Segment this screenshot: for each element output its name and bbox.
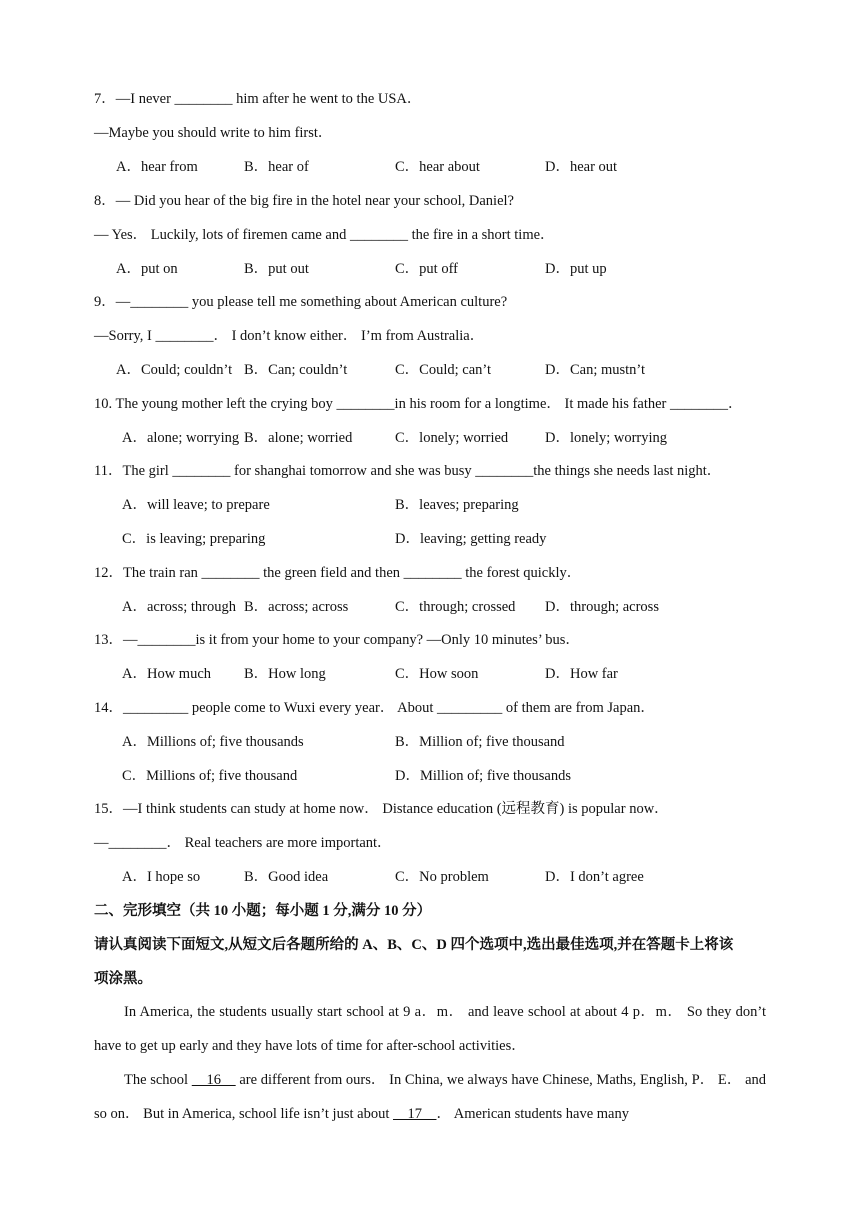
question-8-stem-line-1: 8．— Did you hear of the big fire in the hotel near your school, Daniel? bbox=[94, 193, 514, 209]
question-9-option-c: C．Could; can’t bbox=[395, 362, 491, 378]
question-12-option-b: B．across; across bbox=[244, 599, 349, 615]
blank-16: 16 bbox=[191, 1072, 236, 1088]
section-instruction-line-2: 项涂黑。 bbox=[94, 971, 152, 987]
section-heading: 二、完形填空（共 10 小题；每小题 1 分,满分 10 分） bbox=[94, 903, 432, 919]
passage-paragraph-1: In America, the students usually start school at 9 a．m． and leave school at about 4 p．m． So they don’t have to get up early and they have lots of time for after-school activities． bbox=[94, 1004, 766, 1054]
question-10-option-a: A．alone; worrying bbox=[122, 430, 240, 446]
passage-text: The school bbox=[124, 1072, 192, 1088]
question-9-option-a: A．Could; couldn’t bbox=[116, 362, 233, 378]
question-10-stem: 10. The young mother left the crying boy ________in his room for a longtime． It made his father ________． bbox=[94, 396, 743, 412]
question-8-stem-line-2: — Yes． Luckily, lots of firemen came and ________ the fire in a short time． bbox=[94, 227, 555, 243]
question-14-option-d: D．Million of; five thousands bbox=[395, 768, 572, 784]
question-8-option-b: B．put out bbox=[244, 261, 309, 277]
question-8-option-a: A．put on bbox=[116, 261, 178, 277]
passage-paragraph-2 bbox=[94, 1063, 766, 1131]
question-9-stem-line-1: 9．—________ you please tell me something about American culture? bbox=[94, 294, 508, 310]
blank-17: 17 bbox=[392, 1106, 437, 1122]
question-15-stem-line-1: 15．—I think students can study at home now． Distance education (远程教育) is popular now． bbox=[94, 801, 669, 817]
question-10-option-c: C．lonely; worried bbox=[395, 430, 509, 446]
question-7-stem-line-2: —Maybe you should write to him first． bbox=[94, 125, 333, 141]
question-7-option-a: A．hear from bbox=[116, 159, 198, 175]
question-13-option-c: C．How soon bbox=[395, 666, 479, 682]
section-instruction-line-1: 请认真阅读下面短文,从短文后各题所给的 A、B、C、D 四个选项中,选出最佳选项,并在答题卡上将该 bbox=[94, 937, 734, 953]
passage-text: ． American students have many bbox=[436, 1106, 629, 1122]
question-15-option-c: C．No problem bbox=[395, 869, 489, 885]
passage-text: are different from ours． In China, we always have Chinese, Maths, English, P． E． and so on． But in America, school life isn’t just about bbox=[94, 1072, 767, 1122]
question-11-option-b: B．leaves; preparing bbox=[395, 497, 519, 513]
question-15-stem-line-2: —________． Real teachers are more important． bbox=[94, 835, 392, 851]
question-9-stem-line-2: —Sorry, I ________． I don’t know either． I’m from Australia． bbox=[94, 328, 485, 344]
question-7-stem-line-1: 7．—I never ________ him after he went to the USA． bbox=[94, 91, 422, 107]
question-11-option-a: A．will leave; to prepare bbox=[122, 497, 270, 513]
question-15-option-d: D．I don’t agree bbox=[545, 869, 644, 885]
question-14-option-c: C．Millions of; five thousand bbox=[122, 768, 298, 784]
question-11-option-d: D．leaving; getting ready bbox=[395, 531, 547, 547]
question-13-option-a: A．How much bbox=[122, 666, 212, 682]
question-12-option-a: A．across; through bbox=[122, 599, 236, 615]
question-11-option-c: C．is leaving; preparing bbox=[122, 531, 266, 547]
question-12-option-d: D．through; across bbox=[545, 599, 659, 615]
question-14-stem: 14．_________ people come to Wuxi every year． About _________ of them are from Japan． bbox=[94, 700, 655, 716]
question-9-option-b: B．Can; couldn’t bbox=[244, 362, 348, 378]
question-12-stem: 12．The train ran ________ the green field and then ________ the forest quickly． bbox=[94, 565, 582, 581]
question-13-option-b: B．How long bbox=[244, 666, 326, 682]
question-8-option-d: D．put up bbox=[545, 261, 607, 277]
question-15-option-b: B．Good idea bbox=[244, 869, 329, 885]
question-13-stem: 13．—________is it from your home to your company? —Only 10 minutes’ bus． bbox=[94, 632, 580, 648]
question-7-option-c: C．hear about bbox=[395, 159, 480, 175]
question-10-option-d: D．lonely; worrying bbox=[545, 430, 668, 446]
question-7-option-d: D．hear out bbox=[545, 159, 618, 175]
question-13-option-d: D．How far bbox=[545, 666, 618, 682]
question-12-option-c: C．through; crossed bbox=[395, 599, 516, 615]
question-8-option-c: C．put off bbox=[395, 261, 458, 277]
question-14-option-b: B．Million of; five thousand bbox=[395, 734, 565, 750]
question-7-option-b: B．hear of bbox=[244, 159, 309, 175]
question-14-option-a: A．Millions of; five thousands bbox=[122, 734, 304, 750]
question-15-option-a: A．I hope so bbox=[122, 869, 201, 885]
question-11-stem: 11．The girl ________ for shanghai tomorrow and she was busy ________the things she needs last night． bbox=[94, 463, 722, 479]
question-9-option-d: D．Can; mustn’t bbox=[545, 362, 646, 378]
question-10-option-b: B．alone; worried bbox=[244, 430, 353, 446]
